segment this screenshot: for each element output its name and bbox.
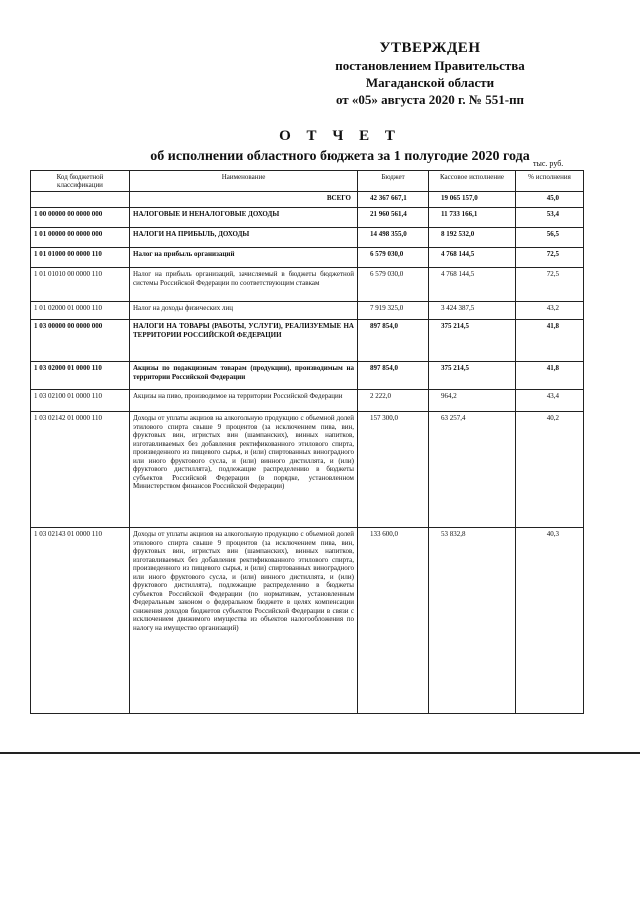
row-percent: 43,2 (516, 302, 584, 320)
row-budget: 6 579 030,0 (358, 248, 429, 268)
table-row (31, 248, 584, 268)
row-name: ВСЕГО (130, 192, 358, 208)
table-row (31, 228, 584, 248)
row-budget: 2 222,0 (358, 390, 429, 412)
row-budget: 21 960 561,4 (358, 208, 429, 228)
row-percent: 40,3 (516, 528, 584, 714)
approval-decree: постановлением Правительства (335, 58, 525, 73)
table-header-row (31, 171, 584, 192)
row-budget: 157 300,0 (358, 412, 429, 528)
header-budget: Бюджет (358, 171, 429, 192)
row-executed: 3 424 387,5 (429, 302, 516, 320)
approval-heading: УТВЕРЖДЕН (379, 40, 481, 56)
header-executed: Кассовое исполнение (429, 171, 516, 192)
row-name: НАЛОГОВЫЕ И НЕНАЛОГОВЫЕ ДОХОДЫ (130, 208, 358, 228)
row-percent: 56,5 (516, 228, 584, 248)
row-budget: 897 854,0 (358, 362, 429, 390)
row-name: Доходы от уплаты акцизов на алкогольную продукцию с объемной долей этилового спирта свыше 9 процентов (за исключением пива, вин, фруктовых вин, игристых вин (шампанских), винных напитков, изготавливаемых без добавления ректификованного этилового спирта, произведенного из пищевого сырья, и (или) спиртованных виноградного или иного фруктового сусла, и (или) винного дистиллята, и (или) фруктового дистиллята), подлежащие распределению в бюджеты субъектов Российской Федерации (по нормативам, установленным Федеральным законом о федеральном бюджете в целях компенсации снижения доходов бюджетов субъектов Российской Федерации в связи с исключением движимого имущества из объектов налогообложения по налогу на имущество организаций) (130, 528, 358, 714)
row-name: Налог на доходы физических лиц (130, 302, 358, 320)
currency-unit: тыс. руб. (533, 159, 564, 168)
row-executed: 375 214,5 (429, 362, 516, 390)
row-executed: 964,2 (429, 390, 516, 412)
row-executed: 4 768 144,5 (429, 268, 516, 302)
table-row (31, 302, 584, 320)
table-row (31, 208, 584, 228)
page-bottom-rule (0, 752, 640, 754)
row-executed: 53 832,8 (429, 528, 516, 714)
row-code: 1 03 02143 01 0000 110 (31, 528, 130, 714)
row-code: 1 01 01000 00 0000 110 (31, 248, 130, 268)
row-name: Акцизы на пиво, производимое на территории Российской Федерации (130, 390, 358, 412)
row-executed: 63 257,4 (429, 412, 516, 528)
table-row (31, 390, 584, 412)
row-budget: 7 919 325,0 (358, 302, 429, 320)
row-executed: 19 065 157,0 (429, 192, 516, 208)
table-row (31, 528, 584, 714)
row-name: Налог на прибыль организаций, зачисляемый в бюджеты бюджетной системы Российской Федерации по соответствующим ставкам (130, 268, 358, 302)
row-executed: 375 214,5 (429, 320, 516, 362)
row-code (31, 192, 130, 208)
row-name: НАЛОГИ НА ПРИБЫЛЬ, ДОХОДЫ (130, 228, 358, 248)
row-budget: 133 600,0 (358, 528, 429, 714)
table-row (31, 268, 584, 302)
row-executed: 4 768 144,5 (429, 248, 516, 268)
budget-table (30, 170, 584, 714)
report-subtitle: об исполнении областного бюджета за 1 полугодие 2020 года (150, 149, 530, 164)
row-executed: 8 192 532,0 (429, 228, 516, 248)
row-code: 1 03 02100 01 0000 110 (31, 390, 130, 412)
row-name: Доходы от уплаты акцизов на алкогольную продукцию с объемной долей этилового спирта свыше 9 процентов (за исключением пива, вин, фруктовых вин, игристых вин (шампанских), винных напитков, изготавливаемых без добавления ректификованного этилового спирта, произведенного из пищевого сырья, и (или) спиртованных виноградного или иного фруктового сусла, и (или) винного дистиллята, и (или) фруктового дистиллята), подлежащие распределению в бюджеты субъектов Российской Федерации (в порядке, установленном Министерством финансов Российской Федерации) (130, 412, 358, 528)
row-percent: 72,5 (516, 268, 584, 302)
row-executed: 11 733 166,1 (429, 208, 516, 228)
row-percent: 41,8 (516, 362, 584, 390)
row-percent: 45,0 (516, 192, 584, 208)
table-row-total (31, 192, 584, 208)
row-code: 1 01 00000 00 0000 000 (31, 228, 130, 248)
row-code: 1 01 01010 00 0000 110 (31, 268, 130, 302)
row-percent: 41,8 (516, 320, 584, 362)
approval-date: от «05» августа 2020 г. № 551-пп (335, 92, 525, 107)
header-percent: % исполнения (516, 171, 584, 192)
report-title: О Т Ч Е Т (279, 128, 401, 144)
header-code: Код бюджетной классификации (31, 171, 130, 192)
table-row (31, 362, 584, 390)
row-budget: 14 498 355,0 (358, 228, 429, 248)
table-row (31, 320, 584, 362)
header-name: Наименование (130, 171, 358, 192)
row-percent: 43,4 (516, 390, 584, 412)
row-budget: 6 579 030,0 (358, 268, 429, 302)
row-percent: 40,2 (516, 412, 584, 528)
row-code: 1 03 00000 00 0000 000 (31, 320, 130, 362)
row-percent: 53,4 (516, 208, 584, 228)
row-code: 1 00 00000 00 0000 000 (31, 208, 130, 228)
row-name: Акцизы по подакцизным товарам (продукции), производимым на территории Российской Федерации (130, 362, 358, 390)
row-name: Налог на прибыль организаций (130, 248, 358, 268)
row-name: НАЛОГИ НА ТОВАРЫ (РАБОТЫ, УСЛУГИ), РЕАЛИЗУЕМЫЕ НА ТЕРРИТОРИИ РОССИЙСКОЙ ФЕДЕРАЦИИ (130, 320, 358, 362)
approval-block (300, 40, 560, 108)
table-row (31, 412, 584, 528)
row-code: 1 01 02000 01 0000 110 (31, 302, 130, 320)
approval-region: Магаданской области (365, 75, 495, 90)
row-code: 1 03 02142 01 0000 110 (31, 412, 130, 528)
row-budget: 42 367 667,1 (358, 192, 429, 208)
row-percent: 72,5 (516, 248, 584, 268)
row-code: 1 03 02000 01 0000 110 (31, 362, 130, 390)
row-budget: 897 854,0 (358, 320, 429, 362)
